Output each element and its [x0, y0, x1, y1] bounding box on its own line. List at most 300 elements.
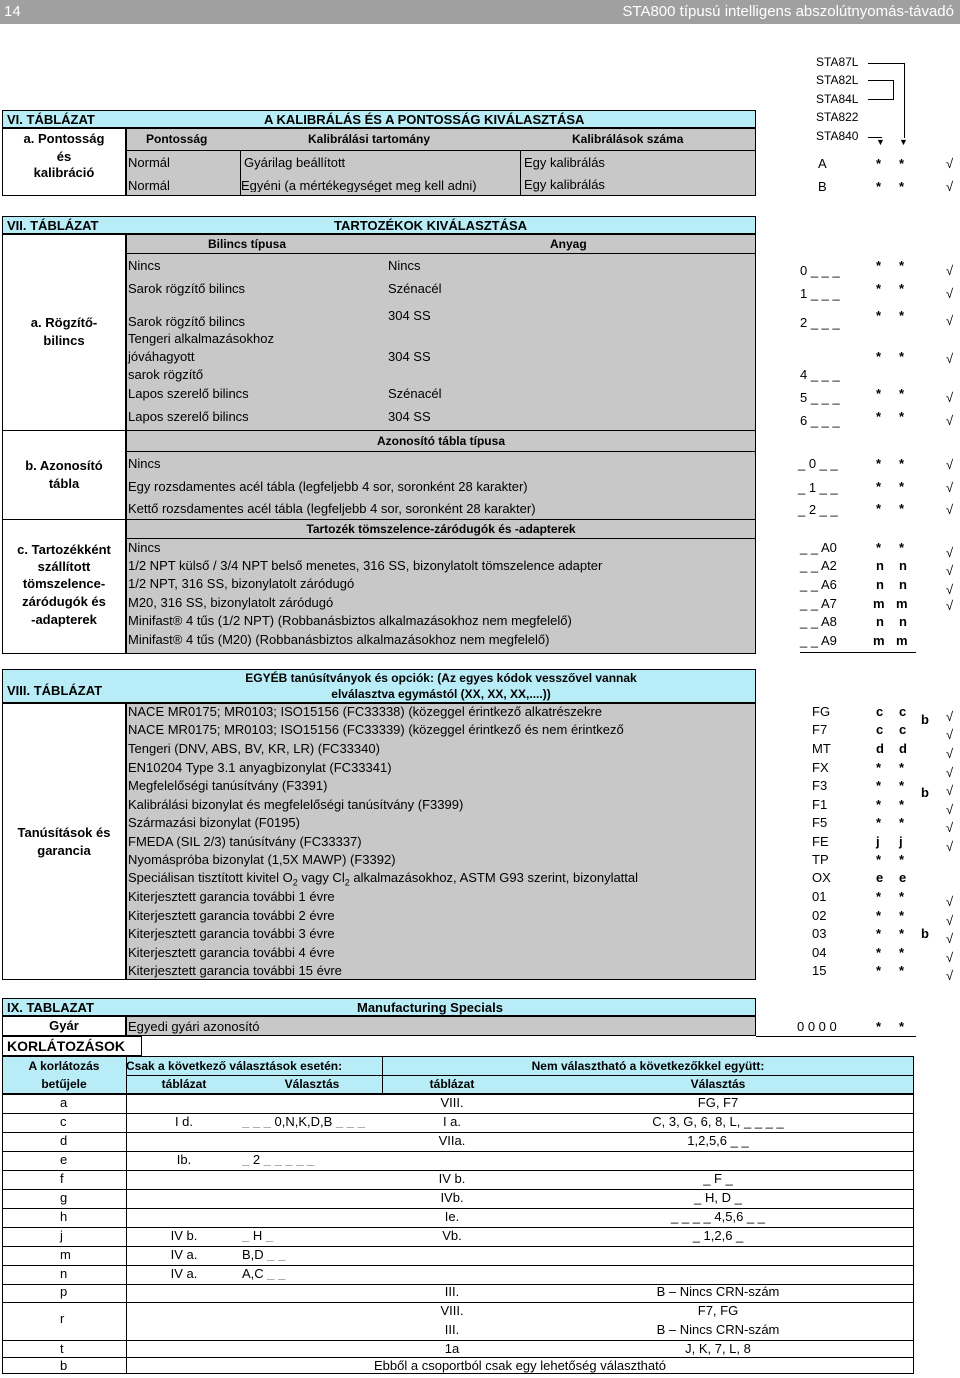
check-mark: √	[946, 746, 954, 761]
column-header: Pontosság	[146, 132, 208, 146]
column-header: Csak a következő választások esetén:	[126, 1060, 343, 1072]
cell: Sarok rögzítő bilincs	[128, 314, 246, 329]
availability-mark: *	[899, 778, 905, 793]
restriction-letter: b	[921, 712, 929, 727]
availability-mark: *	[899, 540, 905, 555]
availability-mark: *	[876, 501, 882, 516]
availability-mark: d	[876, 741, 884, 756]
cell: 304 SS	[388, 409, 431, 424]
availability-mark: *	[876, 409, 882, 424]
restriction-letter: e	[60, 1152, 68, 1167]
check-mark: √	[946, 502, 954, 517]
option-code: 0 0 0 0	[797, 1019, 837, 1034]
cell-part: Speciálisan tisztított kivitel O	[128, 870, 293, 885]
document-title: STA800 típusú intelligens abszolútnyomás-távadó	[622, 3, 954, 20]
cell: NACE MR0175; MR0103; ISO15156 (FC33339) (közeggel érintkező és nem érintkező	[128, 722, 624, 737]
arrow-down-icon: ▼	[899, 137, 908, 147]
check-mark: √	[946, 968, 954, 983]
side-label: garancia	[37, 843, 91, 858]
cell: _ _ _ _ 4,5,6 _ _	[671, 1209, 765, 1224]
cell: Kalibrálási bizonylat és megfelelőségi tanúsítvány (F3399)	[128, 797, 464, 812]
availability-mark: n	[899, 577, 907, 592]
side-label: kalibráció	[33, 165, 95, 180]
availability-mark: *	[876, 889, 882, 904]
side-label: a. Rögzítő-	[30, 315, 98, 330]
availability-mark: *	[876, 852, 882, 867]
column-header: Választás	[284, 1077, 340, 1091]
availability-mark: *	[876, 1019, 882, 1034]
cell: IV a.	[170, 1266, 198, 1281]
option-code: F7	[812, 722, 828, 737]
model-label: STA82L	[816, 73, 859, 87]
cell: IV a.	[170, 1247, 198, 1262]
option-code: F5	[812, 815, 828, 830]
cell: Szénacél	[388, 281, 442, 296]
row-divider	[2, 1208, 914, 1209]
row-divider	[126, 538, 756, 539]
model-label: STA87L	[816, 55, 859, 69]
availability-mark: *	[876, 945, 882, 960]
page-header	[0, 0, 960, 24]
cell: I a.	[442, 1114, 462, 1129]
side-label: b. Azonosító	[25, 458, 103, 473]
availability-mark: m	[873, 596, 885, 611]
cell: Kiterjesztett garancia további 1 évre	[128, 889, 335, 904]
check-mark: √	[946, 820, 954, 835]
cell: Kiterjesztett garancia további 15 évre	[128, 963, 342, 978]
availability-mark: *	[876, 386, 882, 401]
side-label: szállított	[37, 559, 91, 574]
cell: Egy rozsdamentes acél tábla (legfeljebb 4 sor, soronként 28 karakter)	[128, 479, 528, 494]
side-label: -adapterek	[31, 612, 97, 627]
cell: Nyomáspróba bizonylat (1,5X MAWP) (F3392)	[128, 852, 396, 867]
option-code: _ 2 _ _	[798, 502, 838, 517]
cell: 1/2 NPT, 316 SS, bizonylatolt záródugó	[128, 576, 355, 591]
cell-part: vagy Cl	[297, 870, 345, 885]
option-code: OX	[812, 870, 831, 885]
table-title: A KALIBRÁLÁS ÉS A PONTOSSÁG KIVÁLASZTÁSA	[264, 112, 585, 127]
row-divider	[126, 150, 756, 151]
side-label: tábla	[48, 476, 80, 491]
restrictions-title: KORLÁTOZÁSOK	[7, 1038, 125, 1054]
side-label: c. Tartozékként	[17, 542, 111, 557]
cell: Sarok rögzítő bilincs	[128, 281, 246, 296]
row-divider	[126, 451, 756, 452]
restriction-letter: f	[60, 1171, 64, 1186]
option-code: 6 _ _ _	[800, 413, 840, 428]
cell: Kiterjesztett garancia további 4 évre	[128, 945, 335, 960]
availability-mark: c	[899, 704, 907, 719]
side-label: tömszelence-	[22, 576, 106, 591]
restriction-letter: n	[60, 1266, 68, 1281]
availability-mark: *	[899, 501, 905, 516]
option-code: 4 _ _ _	[800, 367, 840, 382]
cell: Tengeri alkalmazásokhoz	[128, 331, 274, 346]
check-mark: √	[946, 457, 954, 472]
availability-mark: *	[876, 179, 882, 194]
availability-mark: *	[899, 258, 905, 273]
cell: sarok rögzítő	[128, 367, 204, 382]
availability-mark: n	[876, 614, 884, 629]
column-header: Anyag	[550, 237, 587, 251]
check-mark: √	[946, 413, 954, 428]
cell: NACE MR0175; MR0103; ISO15156 (FC33338) (közeggel érintkező alkatrészekre	[128, 704, 603, 719]
availability-mark: *	[899, 908, 905, 923]
check-mark: √	[946, 545, 954, 560]
table-label: VI. TÁBLÁZAT	[7, 112, 95, 127]
cell: Egy kalibrálás	[524, 177, 605, 192]
availability-mark: n	[899, 614, 907, 629]
row-divider	[2, 519, 126, 520]
availability-mark: *	[899, 179, 905, 194]
availability-mark: j	[899, 834, 903, 849]
availability-mark: e	[876, 870, 884, 885]
availability-mark: n	[899, 558, 907, 573]
option-code: _ 0 _ _	[798, 456, 838, 471]
option-code: FX	[812, 760, 829, 775]
cell: J, K, 7, L, 8	[685, 1341, 751, 1356]
section-header: Tartozék tömszelence-záródugók és -adapterek	[306, 522, 576, 536]
check-mark: √	[946, 390, 954, 405]
option-code: FE	[812, 834, 829, 849]
model-connector	[868, 99, 894, 100]
availability-mark: *	[899, 760, 905, 775]
check-mark: √	[946, 313, 954, 328]
availability-mark: *	[876, 308, 882, 323]
availability-mark: *	[899, 156, 905, 171]
table-label: IX. TABLAZAT	[7, 1000, 94, 1015]
availability-mark: *	[876, 760, 882, 775]
availability-mark: m	[873, 633, 885, 648]
row-divider	[2, 1357, 914, 1358]
row-divider	[126, 519, 756, 520]
availability-mark: *	[876, 797, 882, 812]
cell: EN10204 Type 3.1 anyagbizonylat (FC33341)	[128, 760, 392, 775]
option-code: _ _ A8	[800, 614, 837, 629]
cell: jóváhagyott	[128, 349, 195, 364]
availability-mark: *	[899, 409, 905, 424]
availability-mark: *	[876, 963, 882, 978]
restriction-letter: b	[921, 926, 929, 941]
option-code: _ _ A0	[800, 540, 837, 555]
row-divider	[2, 1132, 914, 1133]
availability-mark: *	[899, 281, 905, 296]
availability-mark: *	[876, 540, 882, 555]
availability-mark: *	[876, 281, 882, 296]
cell: FG, F7	[697, 1095, 739, 1110]
arrow-down-icon: ▼	[876, 137, 885, 147]
cell: _ F _	[703, 1171, 733, 1186]
option-code: F1	[812, 797, 828, 812]
cell: Lapos szerelő bilincs	[128, 386, 249, 401]
cell: 1a	[444, 1341, 460, 1356]
cell: I d.	[174, 1114, 194, 1129]
side-label: a. Pontosság	[23, 131, 105, 146]
check-mark: √	[946, 563, 954, 578]
cell: B – Nincs CRN-szám	[656, 1284, 780, 1299]
cell: _ H _	[242, 1229, 274, 1242]
check-mark: √	[946, 286, 954, 301]
check-mark: √	[946, 582, 954, 597]
availability-mark: m	[896, 596, 908, 611]
column-header: táblázat	[429, 1077, 475, 1091]
option-code: 2 _ _ _	[800, 315, 840, 330]
availability-mark: *	[899, 889, 905, 904]
option-code: _ _ A6	[800, 577, 837, 592]
row-divider	[756, 1036, 916, 1037]
cell: Kettő rozsdamentes acél tábla (legfeljebb 4 sor, soronként 28 karakter)	[128, 501, 536, 516]
availability-mark: *	[876, 908, 882, 923]
table-title: Manufacturing Specials	[357, 1000, 503, 1015]
restriction-letter: r	[60, 1311, 65, 1326]
option-code: 03	[812, 926, 827, 941]
availability-mark: *	[899, 797, 905, 812]
check-mark: √	[946, 709, 954, 724]
section-header: Azonosító tábla típusa	[376, 434, 505, 448]
row-divider	[2, 1246, 914, 1247]
option-code: _ 1 _ _	[798, 480, 838, 495]
cell: VIII.	[440, 1303, 464, 1318]
cell: F7, FG	[697, 1303, 739, 1318]
availability-mark: *	[899, 479, 905, 494]
option-code: 5 _ _ _	[800, 390, 840, 405]
row-divider	[2, 1302, 914, 1303]
availability-mark: c	[899, 722, 907, 737]
check-mark: √	[946, 931, 954, 946]
column-header: Nem választható a következőkkel együtt:	[531, 1059, 765, 1073]
check-mark: √	[946, 179, 954, 194]
row-divider	[2, 1170, 914, 1171]
restriction-letter: j	[60, 1228, 63, 1243]
check-mark: √	[946, 598, 954, 613]
cell-part: 2	[344, 877, 350, 888]
restriction-letter: t	[60, 1341, 64, 1356]
restriction-letter: a	[60, 1095, 68, 1110]
availability-mark: e	[899, 870, 907, 885]
cell	[128, 871, 638, 888]
availability-mark: *	[899, 852, 905, 867]
availability-mark: n	[876, 577, 884, 592]
restriction-letter: p	[60, 1284, 68, 1299]
side-label-column	[2, 234, 126, 654]
side-label: bilincs	[43, 333, 85, 348]
cell: Nincs	[128, 540, 161, 555]
cell: _ H, D _	[694, 1190, 742, 1205]
column-header: táblázat	[161, 1077, 207, 1091]
availability-mark: *	[876, 926, 882, 941]
check-mark: √	[946, 480, 954, 495]
option-code: 1 _ _ _	[800, 286, 840, 301]
availability-mark: *	[876, 456, 882, 471]
availability-mark: *	[899, 386, 905, 401]
row-divider	[2, 1189, 914, 1190]
restriction-letter: c	[60, 1114, 67, 1129]
availability-mark: *	[876, 258, 882, 273]
cell: Minifast® 4 tűs (1/2 NPT) (Robbanásbiztos alkalmazásokhoz nem megfelelő)	[128, 613, 572, 628]
cell: _ 1,2,6 _	[692, 1228, 744, 1243]
cell: A,C _ _	[242, 1267, 286, 1280]
model-connector	[868, 63, 904, 64]
row-divider	[800, 652, 916, 653]
availability-mark: *	[876, 349, 882, 364]
cell: M20, 316 SS, bizonylatolt záródugó	[128, 595, 334, 610]
cell: Nincs	[128, 258, 161, 273]
cell: Normál	[128, 155, 170, 170]
table-label: VIII. TÁBLÁZAT	[7, 683, 103, 698]
option-code: FG	[812, 704, 831, 719]
check-mark: √	[946, 950, 954, 965]
availability-mark: d	[899, 741, 907, 756]
cell: Megfelelőségi tanúsítvány (F3391)	[128, 778, 328, 793]
check-mark: √	[946, 263, 954, 278]
column-header: A korlátozás	[28, 1059, 100, 1073]
cell: 304 SS	[388, 308, 431, 323]
row-divider	[126, 430, 756, 431]
option-code: TP	[812, 852, 829, 867]
cell: Lapos szerelő bilincs	[128, 409, 249, 424]
availability-mark: *	[899, 926, 905, 941]
restriction-letter: b	[60, 1358, 68, 1373]
cell: Normál	[128, 178, 170, 193]
column-header: Bilincs típusa	[208, 237, 287, 251]
row-divider	[126, 1075, 914, 1076]
option-code: F3	[812, 778, 828, 793]
option-code: B	[818, 179, 827, 194]
check-mark: √	[946, 783, 954, 798]
cell: Kiterjesztett garancia további 2 évre	[128, 908, 335, 923]
availability-mark: *	[899, 456, 905, 471]
row-divider	[2, 1284, 914, 1285]
table-title: EGYÉB tanúsítványok és opciók: (Az egyes kódok vesszővel vannak	[245, 671, 637, 685]
column-header: Kalibrálások száma	[572, 132, 684, 146]
availability-mark: *	[899, 945, 905, 960]
option-code: 0 _ _ _	[800, 263, 840, 278]
option-code: A	[818, 156, 827, 171]
cell: Nincs	[388, 258, 421, 273]
availability-mark: c	[876, 704, 884, 719]
availability-mark: *	[876, 815, 882, 830]
row-divider	[2, 1227, 914, 1228]
availability-mark: n	[876, 558, 884, 573]
cell: Minifast® 4 tűs (M20) (Robbanásbiztos alkalmazásokhoz nem megfelelő)	[128, 632, 550, 647]
side-label: és	[56, 149, 72, 164]
column-header: Kalibrálási tartomány	[308, 132, 431, 146]
cell: Egyéni (a mértékegységet meg kell adni)	[241, 179, 477, 192]
check-mark: √	[946, 351, 954, 366]
row-divider	[2, 1151, 914, 1152]
check-mark: √	[946, 765, 954, 780]
availability-mark: *	[899, 1019, 905, 1034]
availability-mark: *	[876, 479, 882, 494]
cell: _ _ _ 0,N,K,D,B _ _ _	[242, 1115, 365, 1128]
model-label: STA822	[816, 110, 859, 124]
cell: Egyedi gyári azonosító	[128, 1019, 260, 1034]
model-connector	[893, 80, 894, 99]
cell: B,D _ _	[242, 1248, 286, 1261]
cell: IV b.	[438, 1171, 466, 1186]
row-divider	[126, 253, 756, 254]
cell: Gyárilag beállított	[244, 155, 346, 170]
availability-mark: *	[876, 156, 882, 171]
check-mark: √	[946, 894, 954, 909]
availability-mark: *	[899, 815, 905, 830]
model-label: STA84L	[816, 92, 859, 106]
check-mark: √	[946, 913, 954, 928]
cell: Tengeri (DNV, ABS, BV, KR, LR) (FC33340)	[128, 741, 380, 756]
cell: 304 SS	[388, 349, 431, 364]
cell: VIIa.	[438, 1133, 466, 1148]
side-label-cell	[2, 703, 126, 980]
check-mark: √	[946, 727, 954, 742]
cell: Ie.	[444, 1209, 460, 1224]
cell: B – Nincs CRN-szám	[656, 1322, 780, 1337]
col-divider	[520, 150, 521, 196]
cell-part: alkalmazásokhoz, ASTM G93 szerint, bizonylattal	[349, 870, 639, 885]
availability-mark: *	[876, 778, 882, 793]
model-label: STA840	[816, 129, 859, 143]
restriction-letter: b	[921, 785, 929, 800]
option-code: 01	[812, 889, 827, 904]
cell: Ib.	[176, 1152, 192, 1167]
cell: 1,2,5,6 _ _	[687, 1133, 749, 1148]
availability-mark: m	[896, 633, 908, 648]
row-divider	[2, 1265, 914, 1266]
option-code: _ _ A9	[800, 633, 837, 648]
row-divider	[2, 430, 126, 431]
option-code: _ _ A7	[800, 596, 837, 611]
restriction-letter: m	[60, 1247, 71, 1262]
cell: Szénacél	[388, 386, 442, 401]
cell: IV b.	[170, 1228, 198, 1243]
availability-mark: *	[899, 349, 905, 364]
model-connector	[868, 80, 894, 81]
availability-mark: j	[876, 834, 880, 849]
cell: IVb.	[440, 1190, 464, 1205]
cell: Egy kalibrálás	[524, 155, 605, 170]
cell: III.	[444, 1284, 460, 1299]
table-label: VII. TÁBLÁZAT	[7, 218, 99, 233]
cell: _ 2 _ _ _ _ _	[242, 1153, 315, 1166]
table-title: TARTOZÉKOK KIVÁLASZTÁSA	[334, 218, 528, 233]
cell: III.	[444, 1322, 460, 1337]
check-mark: √	[946, 839, 954, 854]
cell: Kiterjesztett garancia további 3 évre	[128, 926, 335, 941]
cell: C, 3, G, 6, 8, L, _ _ _ _	[652, 1114, 784, 1129]
column-header: Választás	[690, 1077, 746, 1091]
side-label: záródugók és	[22, 594, 106, 609]
cell-part: 2	[292, 877, 298, 888]
option-code: MT	[812, 741, 831, 756]
availability-mark: *	[899, 963, 905, 978]
page-number: 14	[4, 3, 21, 20]
check-mark: √	[946, 156, 954, 171]
model-connector	[904, 63, 905, 138]
restriction-letter: h	[60, 1209, 68, 1224]
cell: VIII.	[440, 1095, 464, 1110]
side-label: Tanúsítások és	[17, 825, 111, 840]
option-code: 04	[812, 945, 827, 960]
restriction-letter: d	[60, 1133, 68, 1148]
availability-mark: c	[876, 722, 884, 737]
column-header: betűjele	[41, 1077, 87, 1091]
restriction-letter: g	[60, 1190, 68, 1205]
availability-mark: *	[899, 308, 905, 323]
cell: Vb.	[442, 1228, 462, 1243]
cell: Ebből a csoportból csak egy lehetőség választható	[374, 1358, 666, 1373]
option-code: 15	[812, 963, 827, 978]
option-code: _ _ A2	[800, 558, 837, 573]
check-mark: √	[946, 802, 954, 817]
